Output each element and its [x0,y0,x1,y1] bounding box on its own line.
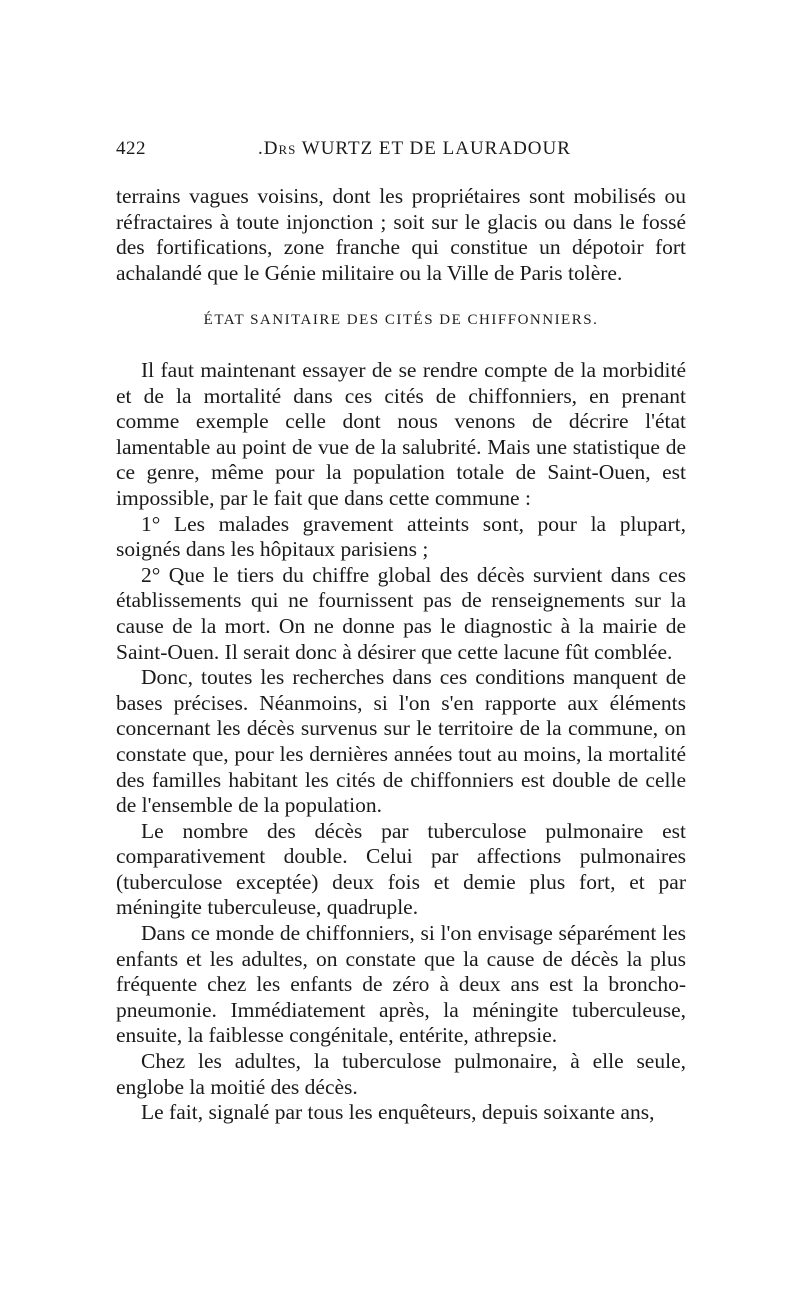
running-title: .Drs WURTZ ET DE LAURADOUR [258,138,571,159]
section-title: ÉTAT SANITAIRE DES CITÉS DE CHIFFONNIERS. [203,312,599,328]
body-paragraph: Chez les adultes, la tuberculose pulmonaire, à elle seule, englobe la moitié des décès. [116,1049,686,1099]
page-number: 422 [116,138,146,159]
page-header [116,138,684,168]
body-paragraph: 2° Que le tiers du chiffre global des décès survient dans ces établissements qui ne fournissent pas de renseignements sur la cause de la mort. On ne donne pas le diagnostic à la mairie de Saint-Ouen. Il serait donc à désirer que cette lacune fût comblée. [116,562,686,664]
body-paragraph: Le nombre des décès par tuberculose pulmonaire est comparativement double. Celui par affections pulmonaires (tuberculose exceptée) deux fois et demie plus fort, et par méningite tuberculeuse, quadruple. [116,818,686,920]
intro-text-block [116,184,686,286]
body-text-block [116,358,686,1126]
body-paragraph: 1° Les malades gravement atteints sont, pour la plupart, soignés dans les hôpitaux parisiens ; [116,511,686,562]
body-paragraph: Donc, toutes les recherches dans ces conditions manquent de bases précises. Néanmoins, si l'on s'en rapporte aux éléments concernant les décès survenus sur le territoire de la commune, on constate que, pour les dernières années tout au moins, la mortalité des familles habitant les cités de chiffonniers est double de celle de l'ensemble de la population. [116,665,686,818]
body-paragraph: Dans ce monde de chiffonniers, si l'on envisage séparément les enfants et les adultes, on constate que la cause de décès la plus fréquente chez les enfants de zéro à deux ans est la broncho-pneumonie. Immédiatement après, la méningite tuberculeuse, ensuite, la faiblesse congénitale, entérite, athrepsie. [116,921,686,1048]
intro-paragraph: terrains vagues voisins, dont les propriétaires sont mobilisés ou réfractaires à toute injonction ; soit sur le glacis ou dans le fossé des fortifications, zone franche qui constitue un dépotoir fort achalandé que le Génie militaire ou la Ville de Paris tolère. [116,184,686,285]
body-paragraph: Le fait, signalé par tous les enquêteurs, depuis soixante ans, [141,1100,655,1125]
body-paragraph: Il faut maintenant essayer de se rendre compte de la morbidité et de la mortalité dans ces cités de chiffonniers, en prenant comme exemple celle dont nous venons de décrire l'état lamentable au point de vue de la salubrité. Mais une statistique de ce genre, même pour la population totale de Saint-Ouen, est impossible, par le fait que dans cette commune : [116,358,686,510]
